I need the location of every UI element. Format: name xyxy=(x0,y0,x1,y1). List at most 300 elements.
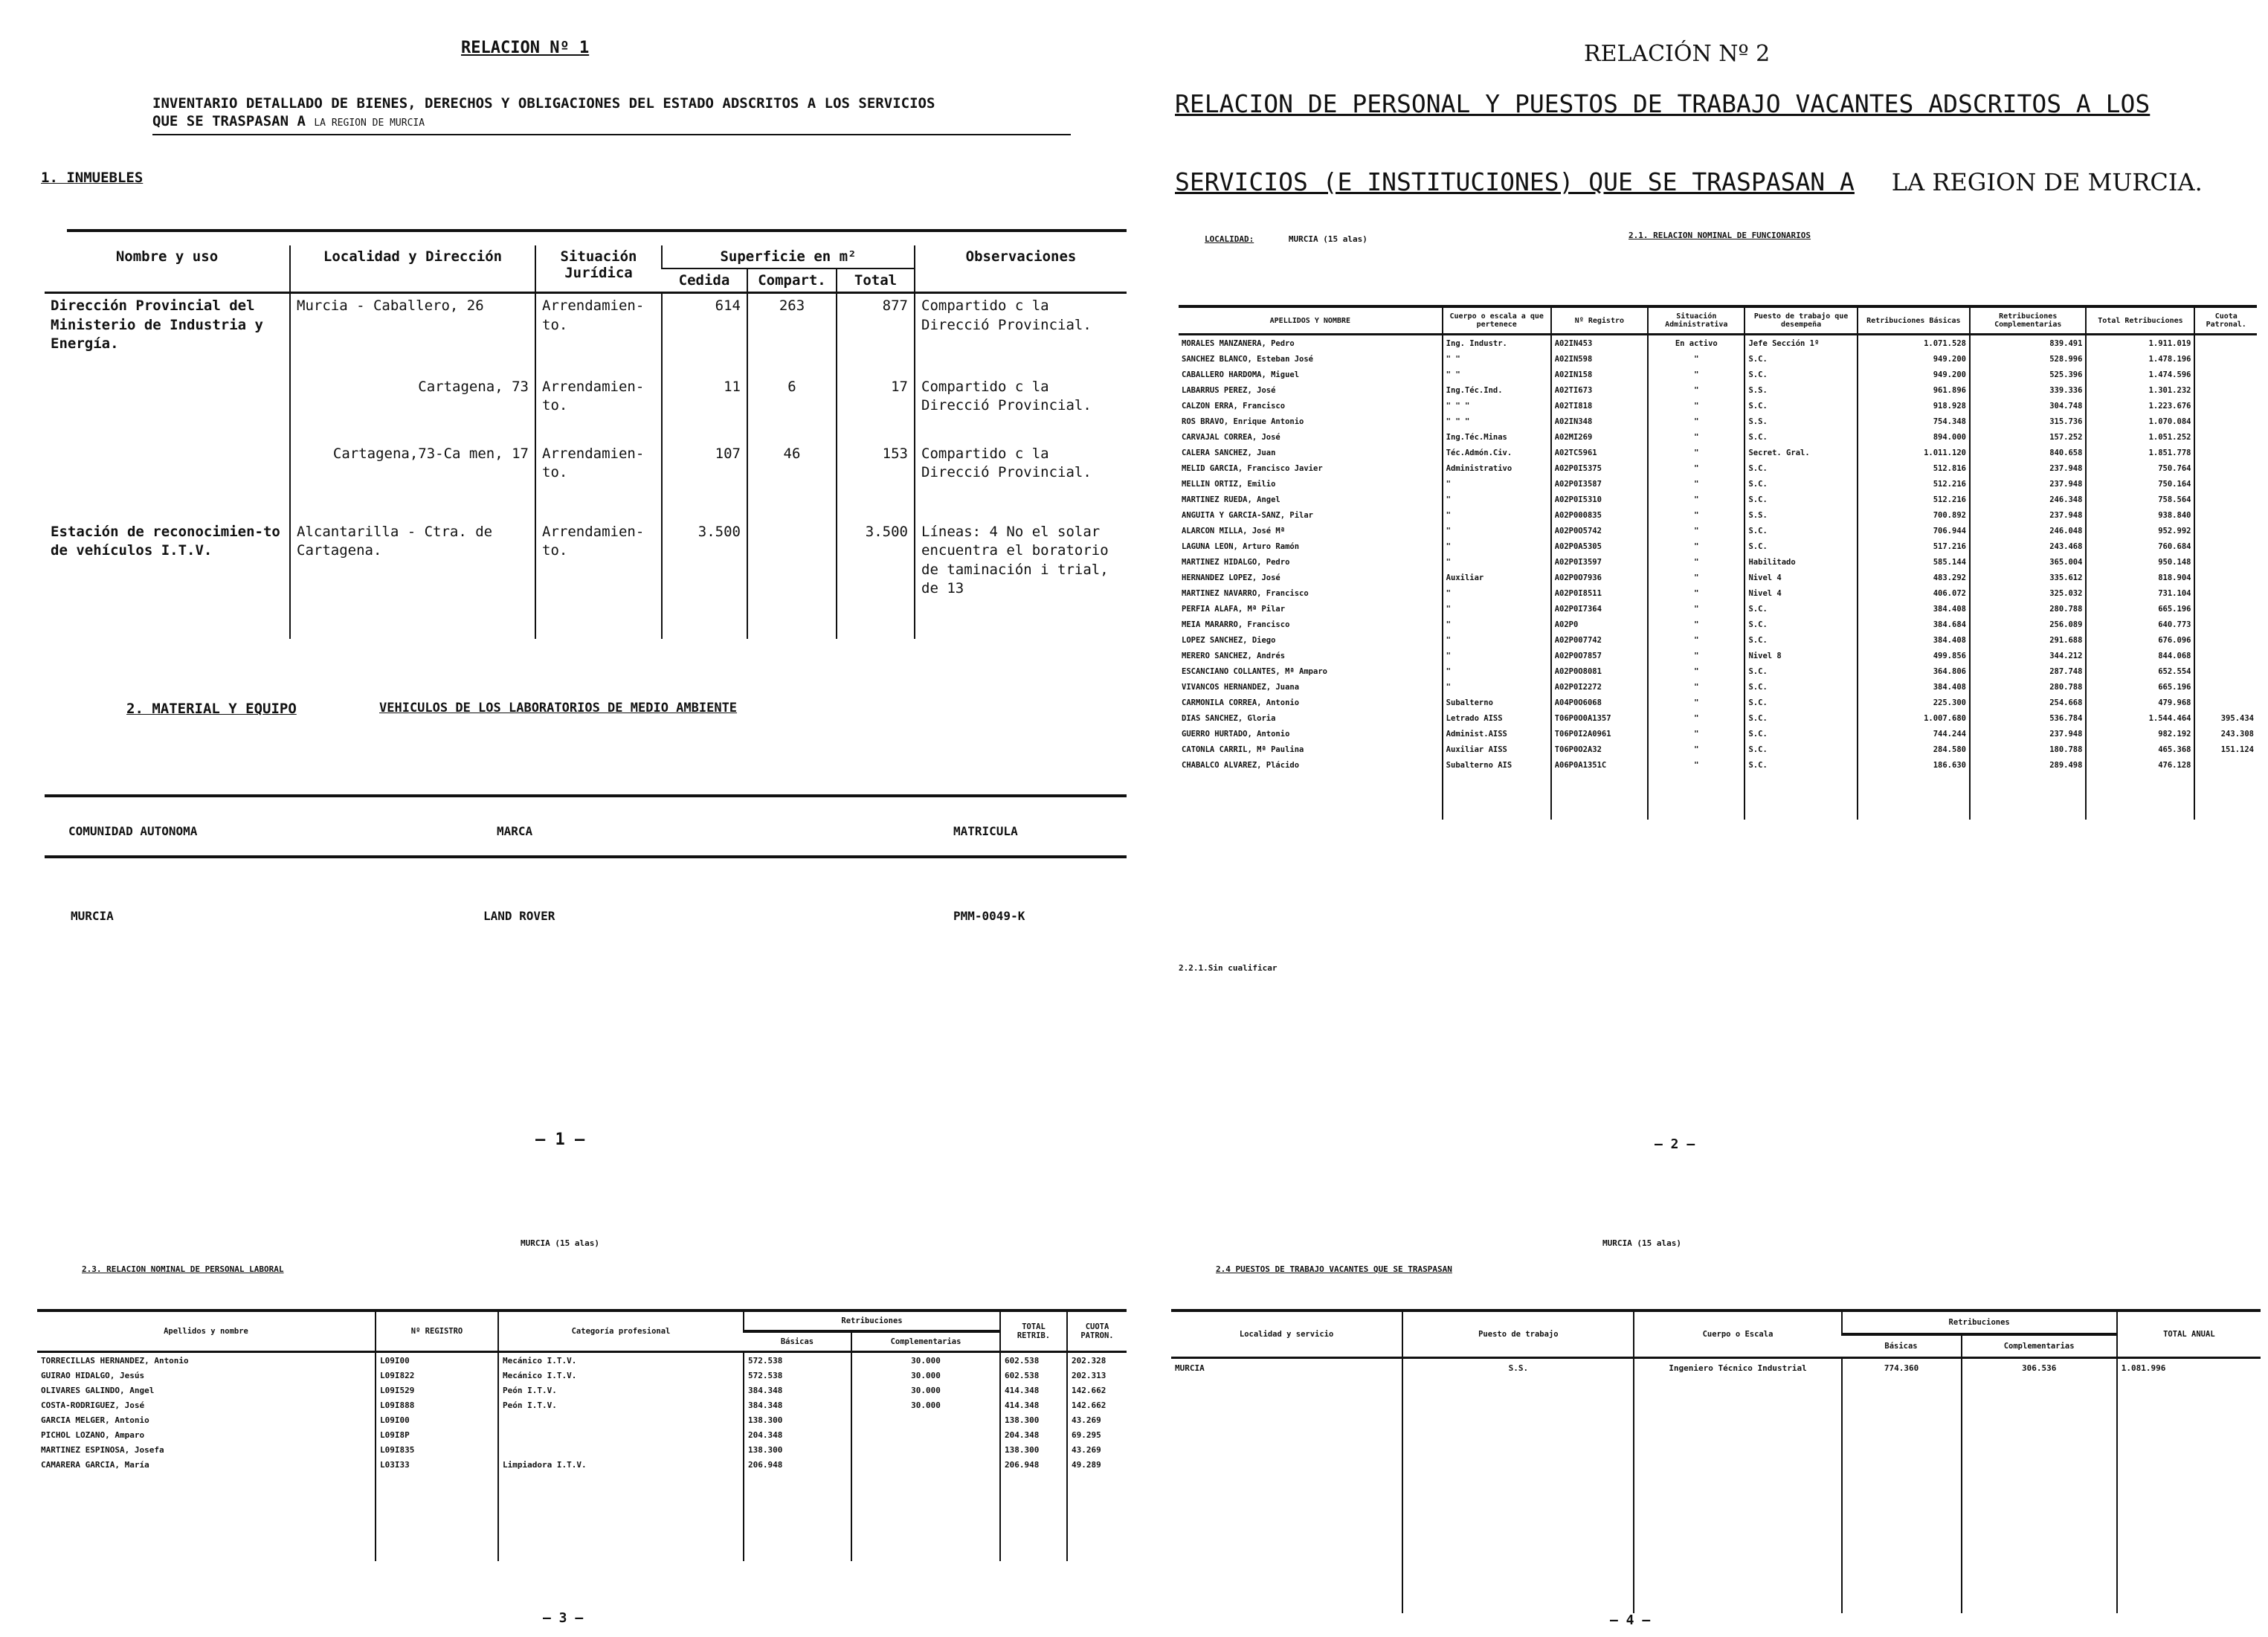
cell-employer-quota xyxy=(2194,398,2257,414)
cell-post: S.C. xyxy=(1745,492,1857,507)
empty-cell xyxy=(851,1517,1000,1531)
empty-cell xyxy=(851,1531,1000,1546)
cell-basic: 700.892 xyxy=(1858,507,1970,523)
col-employer-quota: CUOTA PATRON. xyxy=(1067,1310,1127,1352)
cell-basic: 384.408 xyxy=(1858,632,1970,648)
cell-name: MORALES MANZANERA, Pedro xyxy=(1182,338,1295,348)
cell-complementary: 30.000 xyxy=(851,1352,1000,1369)
cell-basic: 572.538 xyxy=(744,1368,851,1383)
section-material-sub: VEHICULOS DE LOS LABORATORIOS DE MEDIO AMBIENTE xyxy=(379,701,738,715)
cell-employer-quota xyxy=(2194,382,2257,398)
cell-registry: A02P0I2272 xyxy=(1551,679,1648,695)
table-row xyxy=(1179,710,2257,726)
table-row-empty xyxy=(37,1531,1127,1546)
empty-cell xyxy=(498,1502,744,1517)
cell-category xyxy=(498,1442,744,1457)
cell-corps: " " xyxy=(1443,351,1551,367)
cell-total: 665.196 xyxy=(2086,679,2194,695)
vehicle-header-ca: COMUNIDAD AUTONOMA xyxy=(68,824,198,838)
cell-name: CABALLERO HARDOMA, Miguel xyxy=(1182,370,1300,379)
table-row xyxy=(1179,398,2257,414)
cell-post: S.S. xyxy=(1745,414,1857,429)
cell-corps: " xyxy=(1443,617,1551,632)
cell-complementary xyxy=(851,1427,1000,1442)
cell-total: 1.544.464 xyxy=(2086,710,2194,726)
cell-basic: 284.580 xyxy=(1858,742,1970,757)
empty-cell xyxy=(1000,1517,1067,1531)
empty-cell xyxy=(851,1546,1000,1561)
cell-post: Nivel 4 xyxy=(1745,585,1857,601)
cell-employer-quota: 69.295 xyxy=(1067,1427,1127,1442)
col-retributions: Retribuciones xyxy=(744,1310,1000,1331)
empty-cell xyxy=(1858,788,1970,804)
empty-cell xyxy=(1067,1517,1127,1531)
inventory-title-line1: INVENTARIO DETALLADO DE BIENES, DERECHOS Y OBLIGACIONES DEL ESTADO ADSCRITOS A LOS SERVICIOS xyxy=(152,95,935,112)
cell-employer-quota: 243.308 xyxy=(2194,726,2257,742)
labor-subtitle: 2.3. RELACION NOMINAL DE PERSONAL LABORAL xyxy=(82,1264,284,1274)
empty-cell xyxy=(37,1502,376,1517)
cell-employer-quota xyxy=(2194,601,2257,617)
cell-name: CALZON ERRA, Francisco xyxy=(1182,401,1286,411)
cell-legal: Arrendamien-to. xyxy=(535,375,662,442)
cell-registry: A02P0O5742 xyxy=(1551,523,1648,538)
cell-situation: " xyxy=(1648,601,1745,617)
cell-name: Dirección Provincial del Ministerio de Industria y Energía. xyxy=(51,298,263,353)
cell-total: 206.948 xyxy=(1000,1457,1067,1472)
cell-basic: 483.292 xyxy=(1858,570,1970,585)
cell-corps: Ing. Industr. xyxy=(1443,335,1551,352)
cell-name: ROS BRAVO, Enrique Antonio xyxy=(1182,417,1304,426)
cell-total: 153 xyxy=(837,442,915,520)
empty-cell xyxy=(1067,1546,1127,1561)
vehicle-header-rule xyxy=(45,855,1127,858)
col-observations: Observaciones xyxy=(915,245,1127,293)
cell-shared: 6 xyxy=(747,375,837,442)
col-locality: Localidad y servicio xyxy=(1171,1310,1402,1358)
cell-name: CARMONILA CORREA, Antonio xyxy=(1182,698,1300,707)
empty-cell xyxy=(1648,773,1745,788)
cell-basic: 499.856 xyxy=(1858,648,1970,663)
table-row xyxy=(1179,414,2257,429)
cell-complementary: 335.612 xyxy=(1970,570,2086,585)
table-row xyxy=(1179,351,2257,367)
inventory-title-line2: QUE SE TRASPASAN A LA REGION DE MURCIA xyxy=(152,113,425,129)
vehicle-top-rule xyxy=(45,794,1127,797)
cell-situation: " xyxy=(1648,695,1745,710)
cell-registry: A02P000835 xyxy=(1551,507,1648,523)
cell-registry: A02IN453 xyxy=(1551,335,1648,352)
cell-name: PERFIA ALAFA, Mª Pilar xyxy=(1182,604,1286,614)
table-row-empty xyxy=(1179,804,2257,820)
table-row xyxy=(1179,538,2257,554)
functionaries-table xyxy=(1179,305,2257,820)
cell-registry: A02P0I3597 xyxy=(1551,554,1648,570)
page-number: — 1 — xyxy=(535,1131,585,1149)
cell-name: PICHOL LOZANO, Amparo xyxy=(41,1429,145,1440)
cell-obs: Compartido c la Direcció Provincial. xyxy=(915,442,1127,520)
table-row xyxy=(37,1427,1127,1442)
section-material: 2. MATERIAL Y EQUIPO xyxy=(126,701,297,717)
cell-name: DIAS SANCHEZ, Gloria xyxy=(1182,713,1276,723)
section-inmuebles: 1. INMUEBLES xyxy=(41,170,144,186)
cell-complementary: 243.468 xyxy=(1970,538,2086,554)
cell-total: 758.564 xyxy=(2086,492,2194,507)
cell-name: ESCANCIANO COLLANTES, Mª Amparo xyxy=(1182,666,1327,676)
cell-complementary xyxy=(851,1442,1000,1457)
cell-basic: 384.408 xyxy=(1858,601,1970,617)
title-underline xyxy=(152,134,1071,135)
cell-total: 950.148 xyxy=(2086,554,2194,570)
cell-registry: A02P0A5305 xyxy=(1551,538,1648,554)
cell-corps: Administ.AISS xyxy=(1443,726,1551,742)
empty-cell xyxy=(498,1472,744,1487)
cell-locality: MURCIA xyxy=(1175,1363,1205,1373)
cell-name xyxy=(45,375,290,442)
table-row-empty xyxy=(37,1546,1127,1561)
vacancies-subtitle: 2.4 PUESTOS DE TRABAJO VACANTES QUE SE TRASPASAN xyxy=(1216,1264,1452,1274)
empty-cell xyxy=(1551,804,1648,820)
empty-cell xyxy=(744,1531,851,1546)
relation-heading: RELACION Nº 1 xyxy=(461,39,590,57)
empty-cell xyxy=(1179,788,1443,804)
cell-total: 818.904 xyxy=(2086,570,2194,585)
cell-shared xyxy=(747,520,837,639)
cell-employer-quota xyxy=(2194,585,2257,601)
col-corps: Cuerpo o Escala xyxy=(1634,1310,1841,1358)
cell-complementary: 237.948 xyxy=(1970,476,2086,492)
empty-cell xyxy=(2086,804,2194,820)
empty-cell xyxy=(1000,1487,1067,1502)
cell-employer-quota: 43.269 xyxy=(1067,1442,1127,1457)
empty-cell xyxy=(744,1487,851,1502)
vehicle-plate: PMM-0049-K xyxy=(953,909,1025,923)
col-retributions: Retribuciones xyxy=(1842,1310,2117,1334)
cell-legal: Arrendamien-to. xyxy=(535,442,662,520)
cell-complementary: 254.668 xyxy=(1970,695,2086,710)
table-row xyxy=(1179,663,2257,679)
empty-cell xyxy=(498,1517,744,1531)
col-basic: Retribuciones Básicas xyxy=(1858,306,1970,335)
table-row xyxy=(1179,382,2257,398)
empty-cell xyxy=(1858,773,1970,788)
cell-basic: 1.011.120 xyxy=(1858,445,1970,460)
cell-ceded: 3.500 xyxy=(662,520,747,639)
cell-post: Habilitado xyxy=(1745,554,1857,570)
cell-complementary: 157.252 xyxy=(1970,429,2086,445)
cell-employer-quota xyxy=(2194,757,2257,773)
empty-cell xyxy=(851,1502,1000,1517)
cell-basic: 384.348 xyxy=(744,1383,851,1398)
cell-total: 676.096 xyxy=(2086,632,2194,648)
cell-employer-quota xyxy=(2194,460,2257,476)
cell-situation: " xyxy=(1648,367,1745,382)
empty-cell xyxy=(498,1546,744,1561)
cell-post: S.C. xyxy=(1745,617,1857,632)
cell-employer-quota xyxy=(2194,570,2257,585)
table-row xyxy=(1179,679,2257,695)
cell-name: GUERRO HURTADO, Antonio xyxy=(1182,729,1290,739)
region-stamp: LA REGION DE MURCIA. xyxy=(1891,168,2203,196)
empty-cell xyxy=(1443,788,1551,804)
table-row xyxy=(37,1442,1127,1457)
table-row xyxy=(1179,445,2257,460)
cell-employer-quota xyxy=(2194,445,2257,460)
cell-corps: " xyxy=(1443,554,1551,570)
cell-complementary: 237.948 xyxy=(1970,726,2086,742)
cell-situation: " xyxy=(1648,538,1745,554)
cell-corps: " xyxy=(1443,507,1551,523)
cell-employer-quota xyxy=(2194,679,2257,695)
cell-complementary: 525.396 xyxy=(1970,367,2086,382)
col-total: Total xyxy=(837,268,915,293)
cell-corps: " xyxy=(1443,538,1551,554)
table-row xyxy=(1179,570,2257,585)
vehicle-brand: LAND ROVER xyxy=(483,909,555,923)
empty-cell xyxy=(37,1517,376,1531)
cell-registry: A02TC5961 xyxy=(1551,445,1648,460)
empty-cell xyxy=(744,1546,851,1561)
cell-total: 877 xyxy=(837,293,915,375)
cell-situation: " xyxy=(1648,679,1745,695)
empty-cell xyxy=(1067,1487,1127,1502)
cell-name: VIVANCOS HERNANDEZ, Juana xyxy=(1182,682,1300,692)
cell-total: 1.081.996 xyxy=(2117,1358,2261,1614)
cell-name: ALARCON MILLA, José Mª xyxy=(1182,526,1286,536)
region-label: MURCIA (15 alas) xyxy=(1602,1238,1681,1248)
table-row xyxy=(1179,601,2257,617)
empty-cell xyxy=(498,1487,744,1502)
cell-corps: " " xyxy=(1443,367,1551,382)
table-row xyxy=(1179,335,2257,352)
cell-basic: 384.684 xyxy=(1858,617,1970,632)
cell-post: S.C. xyxy=(1745,476,1857,492)
empty-cell xyxy=(2194,773,2257,788)
empty-cell xyxy=(744,1517,851,1531)
page-3 xyxy=(0,1205,1134,1637)
cell-name: MARTINEZ RUEDA, Angel xyxy=(1182,495,1280,504)
cell-name: HERNANDEZ LOPEZ, José xyxy=(1182,573,1280,582)
page-1 xyxy=(0,0,1134,1205)
cell-registry: T06P0O0A1357 xyxy=(1551,710,1648,726)
empty-cell xyxy=(1000,1502,1067,1517)
empty-cell xyxy=(1067,1472,1127,1487)
empty-cell xyxy=(376,1531,498,1546)
cell-employer-quota xyxy=(2194,523,2257,538)
cell-basic: 384.408 xyxy=(1858,679,1970,695)
col-name: Nombre y uso xyxy=(45,245,290,293)
empty-cell xyxy=(1067,1531,1127,1546)
cell-total: 138.300 xyxy=(1000,1412,1067,1427)
cell-registry: L03I33 xyxy=(376,1457,498,1472)
cell-situation: " xyxy=(1648,742,1745,757)
empty-cell xyxy=(1970,788,2086,804)
cell-basic: 512.216 xyxy=(1858,476,1970,492)
table-row-empty xyxy=(37,1472,1127,1487)
cell-name: CATONLA CARRIL, Mª Paulina xyxy=(1182,744,1304,754)
cell-registry: T06P0O2A32 xyxy=(1551,742,1648,757)
cell-situation: " xyxy=(1648,460,1745,476)
cell-name: MEIA MARARRO, Francisco xyxy=(1182,620,1290,629)
cell-name: MELID GARCIA, Francisco Javier xyxy=(1182,463,1323,473)
cell-post: S.C. xyxy=(1745,429,1857,445)
empty-cell xyxy=(1179,773,1443,788)
cell-total: 414.348 xyxy=(1000,1398,1067,1412)
cell-post: S.C. xyxy=(1745,726,1857,742)
table-top-rule xyxy=(67,229,1127,232)
cell-obs: Compartido c la Direcció Provincial. xyxy=(915,375,1127,442)
cell-name: MARTINEZ ESPINOSA, Josefa xyxy=(41,1444,164,1455)
cell-total: 602.538 xyxy=(1000,1368,1067,1383)
cell-employer-quota: 49.289 xyxy=(1067,1457,1127,1472)
cell-name: MARTINEZ NAVARRO, Francisco xyxy=(1182,588,1309,598)
cell-corps: " xyxy=(1443,523,1551,538)
table-row-empty xyxy=(1179,788,2257,804)
cell-post: Secret. Gral. xyxy=(1745,445,1857,460)
cell-total: 760.684 xyxy=(2086,538,2194,554)
cell-basic: 512.816 xyxy=(1858,460,1970,476)
cell-complementary: 246.348 xyxy=(1970,492,2086,507)
cell-corps: Auxiliar AISS xyxy=(1443,742,1551,757)
cell-situation: " xyxy=(1648,710,1745,726)
cell-basic: 1.007.680 xyxy=(1858,710,1970,726)
empty-cell xyxy=(2086,773,2194,788)
cell-complementary: 237.948 xyxy=(1970,507,2086,523)
cell-category: Mecánico I.T.V. xyxy=(498,1352,744,1369)
cell-registry: A02P0O7857 xyxy=(1551,648,1648,663)
empty-cell xyxy=(1067,1502,1127,1517)
cell-corps: Administrativo xyxy=(1443,460,1551,476)
cell-post: Nivel 8 xyxy=(1745,648,1857,663)
cell-post: S.C. xyxy=(1745,710,1857,726)
col-location: Localidad y Dirección xyxy=(290,245,535,293)
empty-cell xyxy=(1000,1546,1067,1561)
table-row xyxy=(37,1368,1127,1383)
empty-cell xyxy=(2086,788,2194,804)
empty-cell xyxy=(1443,804,1551,820)
cell-name: ANGUITA Y GARCIA-SANZ, Pilar xyxy=(1182,510,1314,520)
cell-corps: Subalterno AIS xyxy=(1443,757,1551,773)
col-name: APELLIDOS Y NOMBRE xyxy=(1179,306,1443,335)
empty-cell xyxy=(37,1546,376,1561)
cell-post: S.C. xyxy=(1745,695,1857,710)
cell-basic: 894.000 xyxy=(1858,429,1970,445)
cell-registry: A02P007742 xyxy=(1551,632,1648,648)
cell-basic: 186.630 xyxy=(1858,757,1970,773)
cell-name: CARVAJAL CORREA, José xyxy=(1182,432,1280,442)
cell-complementary: 30.000 xyxy=(851,1398,1000,1412)
cell-situation: " xyxy=(1648,445,1745,460)
cell-total: 982.192 xyxy=(2086,726,2194,742)
personnel-title-line2: SERVICIOS (E INSTITUCIONES) QUE SE TRASPASAN A LA REGION DE MURCIA. xyxy=(1175,167,2203,196)
table-row xyxy=(37,1383,1127,1398)
cell-basic: 961.896 xyxy=(1858,382,1970,398)
col-complementary: Retribuciones Complementarias xyxy=(1970,306,2086,335)
cell-situation: " xyxy=(1648,554,1745,570)
cell-complementary: 237.948 xyxy=(1970,460,2086,476)
cell-total: 465.368 xyxy=(2086,742,2194,757)
cell-situation: " xyxy=(1648,648,1745,663)
table-row-empty xyxy=(37,1517,1127,1531)
cell-name: MELLIN ORTIZ, Emilio xyxy=(1182,479,1276,489)
empty-cell xyxy=(1648,804,1745,820)
cell-registry: A02P0O7936 xyxy=(1551,570,1648,585)
relation-heading: RELACIÓN Nº 2 xyxy=(1584,41,1771,67)
table-row-empty xyxy=(37,1502,1127,1517)
cell-registry: L09I00 xyxy=(376,1352,498,1369)
cell-basic: 138.300 xyxy=(744,1412,851,1427)
functionaries-rows xyxy=(1179,335,2257,820)
col-corps: Cuerpo o escala a que pertenece xyxy=(1443,306,1551,335)
cell-situation: " xyxy=(1648,398,1745,414)
empty-cell xyxy=(2194,788,2257,804)
cell-basic: 754.348 xyxy=(1858,414,1970,429)
empty-cell xyxy=(1858,804,1970,820)
cell-total: 1.301.232 xyxy=(2086,382,2194,398)
cell-total: 204.348 xyxy=(1000,1427,1067,1442)
empty-cell xyxy=(376,1487,498,1502)
cell-total: 1.851.778 xyxy=(2086,445,2194,460)
table-row xyxy=(1179,742,2257,757)
empty-cell xyxy=(1745,773,1857,788)
cell-basic: 572.538 xyxy=(744,1352,851,1369)
cell-name: OLIVARES GALINDO, Angel xyxy=(41,1385,155,1395)
cell-complementary: 289.498 xyxy=(1970,757,2086,773)
col-basic: Básicas xyxy=(744,1331,851,1352)
table-row xyxy=(1179,429,2257,445)
cell-legal: Arrendamien-to. xyxy=(535,293,662,375)
empty-cell xyxy=(1000,1472,1067,1487)
table-row xyxy=(37,1457,1127,1472)
cell-name: GARCIA MELGER, Antonio xyxy=(41,1415,149,1425)
table-row xyxy=(1179,695,2257,710)
page-4 xyxy=(1134,1205,2268,1637)
cell-location: Murcia - Caballero, 26 xyxy=(290,293,535,375)
cell-corps: " xyxy=(1443,585,1551,601)
cell-registry: L09I835 xyxy=(376,1442,498,1457)
table-row xyxy=(1179,460,2257,476)
cell-employer-quota: 202.313 xyxy=(1067,1368,1127,1383)
cell-corps: Ing.Téc.Ind. xyxy=(1443,382,1551,398)
table-row xyxy=(37,1398,1127,1412)
cell-total: 1.478.196 xyxy=(2086,351,2194,367)
cell-situation: " xyxy=(1648,585,1745,601)
cell-situation: " xyxy=(1648,476,1745,492)
cell-category xyxy=(498,1427,744,1442)
cell-complementary: 246.048 xyxy=(1970,523,2086,538)
cell-post: Jefe Sección 1º xyxy=(1745,335,1857,352)
cell-location: Alcantarilla - Ctra. de Cartagena. xyxy=(290,520,535,639)
cell-post: Nivel 4 xyxy=(1745,570,1857,585)
empty-cell xyxy=(37,1487,376,1502)
table-row xyxy=(37,1352,1127,1369)
cell-basic: 517.216 xyxy=(1858,538,1970,554)
cell-registry: A02P0I8511 xyxy=(1551,585,1648,601)
cell-employer-quota: 43.269 xyxy=(1067,1412,1127,1427)
empty-cell xyxy=(1551,773,1648,788)
cell-basic: 585.144 xyxy=(1858,554,1970,570)
cell-obs: Compartido c la Direcció Provincial. xyxy=(915,293,1127,375)
cell-basic: 1.071.528 xyxy=(1858,335,1970,352)
col-complementary: Complementarias xyxy=(1962,1334,2117,1358)
cell-employer-quota xyxy=(2194,476,2257,492)
cell-ceded: 614 xyxy=(662,293,747,375)
cell-post: S.C. xyxy=(1745,679,1857,695)
cell-registry: A02P0I3587 xyxy=(1551,476,1648,492)
cell-name: GUIRAO HIDALGO, Jesús xyxy=(41,1370,145,1380)
cell-total: 1.911.019 xyxy=(2086,335,2194,352)
cell-complementary: 30.000 xyxy=(851,1383,1000,1398)
cell-total: 1.474.596 xyxy=(2086,367,2194,382)
